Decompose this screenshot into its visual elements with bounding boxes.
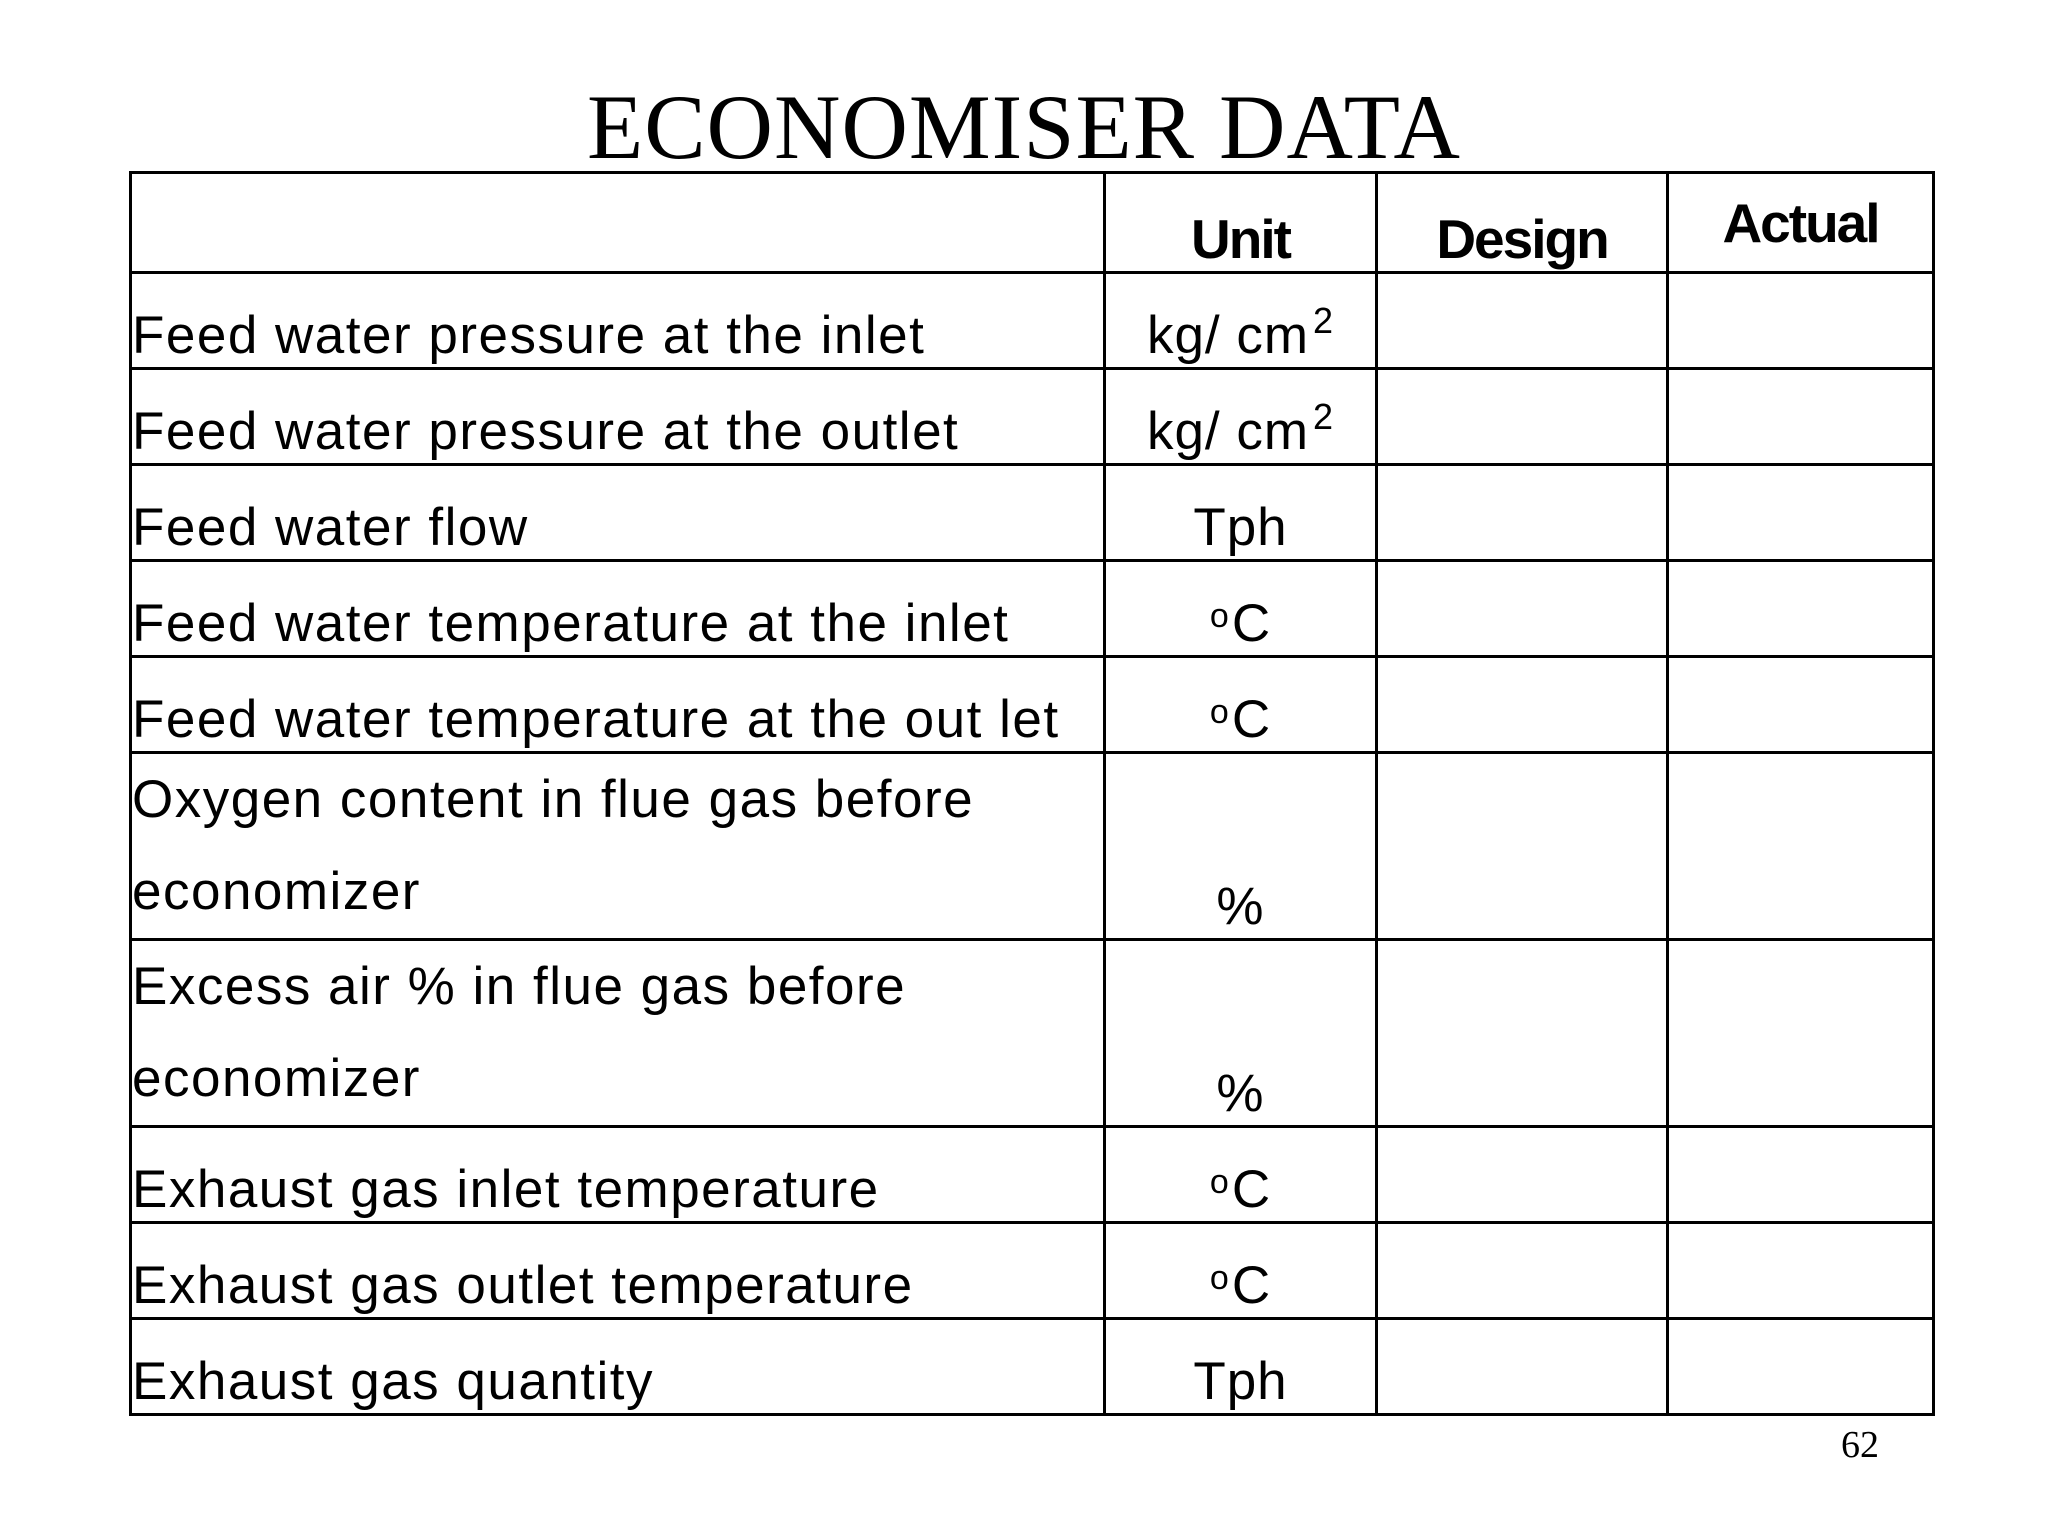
- parameter-cell: Feed water temperature at the out let: [131, 657, 1105, 753]
- unit-text: kg/ cm: [1146, 306, 1310, 365]
- parameter-cell: Feed water pressure at the inlet: [131, 273, 1105, 369]
- slide-title: ECONOMISER DATA: [587, 76, 1461, 178]
- economiser-data-table: [129, 171, 1935, 1416]
- unit-text: C: [1231, 690, 1272, 749]
- actual-value-cell: [1668, 369, 1934, 465]
- parameter-cell: Feed water flow: [131, 465, 1105, 561]
- unit-text: C: [1231, 1160, 1272, 1219]
- header-parameter: [131, 173, 1105, 273]
- unit-text: kg/ cm: [1146, 402, 1310, 461]
- degree-superscript: o: [1209, 1163, 1230, 1201]
- header-actual: Actual: [1668, 173, 1934, 273]
- actual-value-cell: [1668, 753, 1934, 940]
- degree-superscript: o: [1209, 693, 1230, 731]
- actual-value-cell: [1668, 465, 1934, 561]
- table-row: [131, 940, 1934, 1127]
- unit-cell: [1105, 940, 1377, 1127]
- table-row: [131, 465, 1934, 561]
- design-value-cell: [1377, 753, 1668, 940]
- actual-value-cell: [1668, 273, 1934, 369]
- unit-text: C: [1231, 594, 1272, 653]
- unit-cell: [1105, 753, 1377, 940]
- design-value-cell: [1377, 940, 1668, 1127]
- table-row: [131, 561, 1934, 657]
- actual-value-cell: [1668, 1223, 1934, 1319]
- table-row: [131, 1223, 1934, 1319]
- table-row: [131, 657, 1934, 753]
- actual-value-cell: [1668, 940, 1934, 1127]
- unit-cell: [1105, 561, 1377, 657]
- parameter-cell: Excess air % in flue gas before economizer: [131, 940, 1105, 1127]
- table-row: [131, 273, 1934, 369]
- table-header-row: [131, 173, 1934, 273]
- unit-cell: [1105, 273, 1377, 369]
- actual-value-cell: [1668, 1127, 1934, 1223]
- table-row: [131, 369, 1934, 465]
- design-value-cell: [1377, 1127, 1668, 1223]
- unit-text: Tph: [1193, 498, 1288, 557]
- actual-value-cell: [1668, 561, 1934, 657]
- unit-cell: [1105, 465, 1377, 561]
- design-value-cell: [1377, 657, 1668, 753]
- header-design: Design: [1377, 173, 1668, 273]
- degree-superscript: o: [1209, 597, 1230, 635]
- design-value-cell: [1377, 1319, 1668, 1415]
- unit-cell: [1105, 1223, 1377, 1319]
- degree-superscript: o: [1209, 1259, 1230, 1297]
- design-value-cell: [1377, 465, 1668, 561]
- parameter-cell: Exhaust gas quantity: [131, 1319, 1105, 1415]
- table-row: [131, 1127, 1934, 1223]
- unit-text: Tph: [1193, 1352, 1288, 1411]
- design-value-cell: [1377, 369, 1668, 465]
- unit-cell: [1105, 657, 1377, 753]
- parameter-cell: Feed water pressure at the outlet: [131, 369, 1105, 465]
- unit-text: C: [1231, 1256, 1272, 1315]
- parameter-cell: Exhaust gas inlet temperature: [131, 1127, 1105, 1223]
- design-value-cell: [1377, 561, 1668, 657]
- table-row: [131, 1319, 1934, 1415]
- table-row: [131, 753, 1934, 940]
- unit-superscript: 2: [1313, 300, 1335, 341]
- design-value-cell: [1377, 1223, 1668, 1319]
- design-value-cell: [1377, 273, 1668, 369]
- unit-cell: [1105, 369, 1377, 465]
- actual-value-cell: [1668, 657, 1934, 753]
- unit-text: %: [1216, 1064, 1265, 1123]
- unit-cell: [1105, 1319, 1377, 1415]
- actual-value-cell: [1668, 1319, 1934, 1415]
- header-unit: Unit: [1105, 173, 1377, 273]
- unit-cell: [1105, 1127, 1377, 1223]
- parameter-cell: Oxygen content in flue gas before economizer: [131, 753, 1105, 940]
- parameter-cell: Exhaust gas outlet temperature: [131, 1223, 1105, 1319]
- unit-superscript: 2: [1313, 396, 1335, 437]
- unit-text: %: [1216, 877, 1265, 936]
- page-number: 62: [1841, 1424, 1879, 1466]
- parameter-cell: Feed water temperature at the inlet: [131, 561, 1105, 657]
